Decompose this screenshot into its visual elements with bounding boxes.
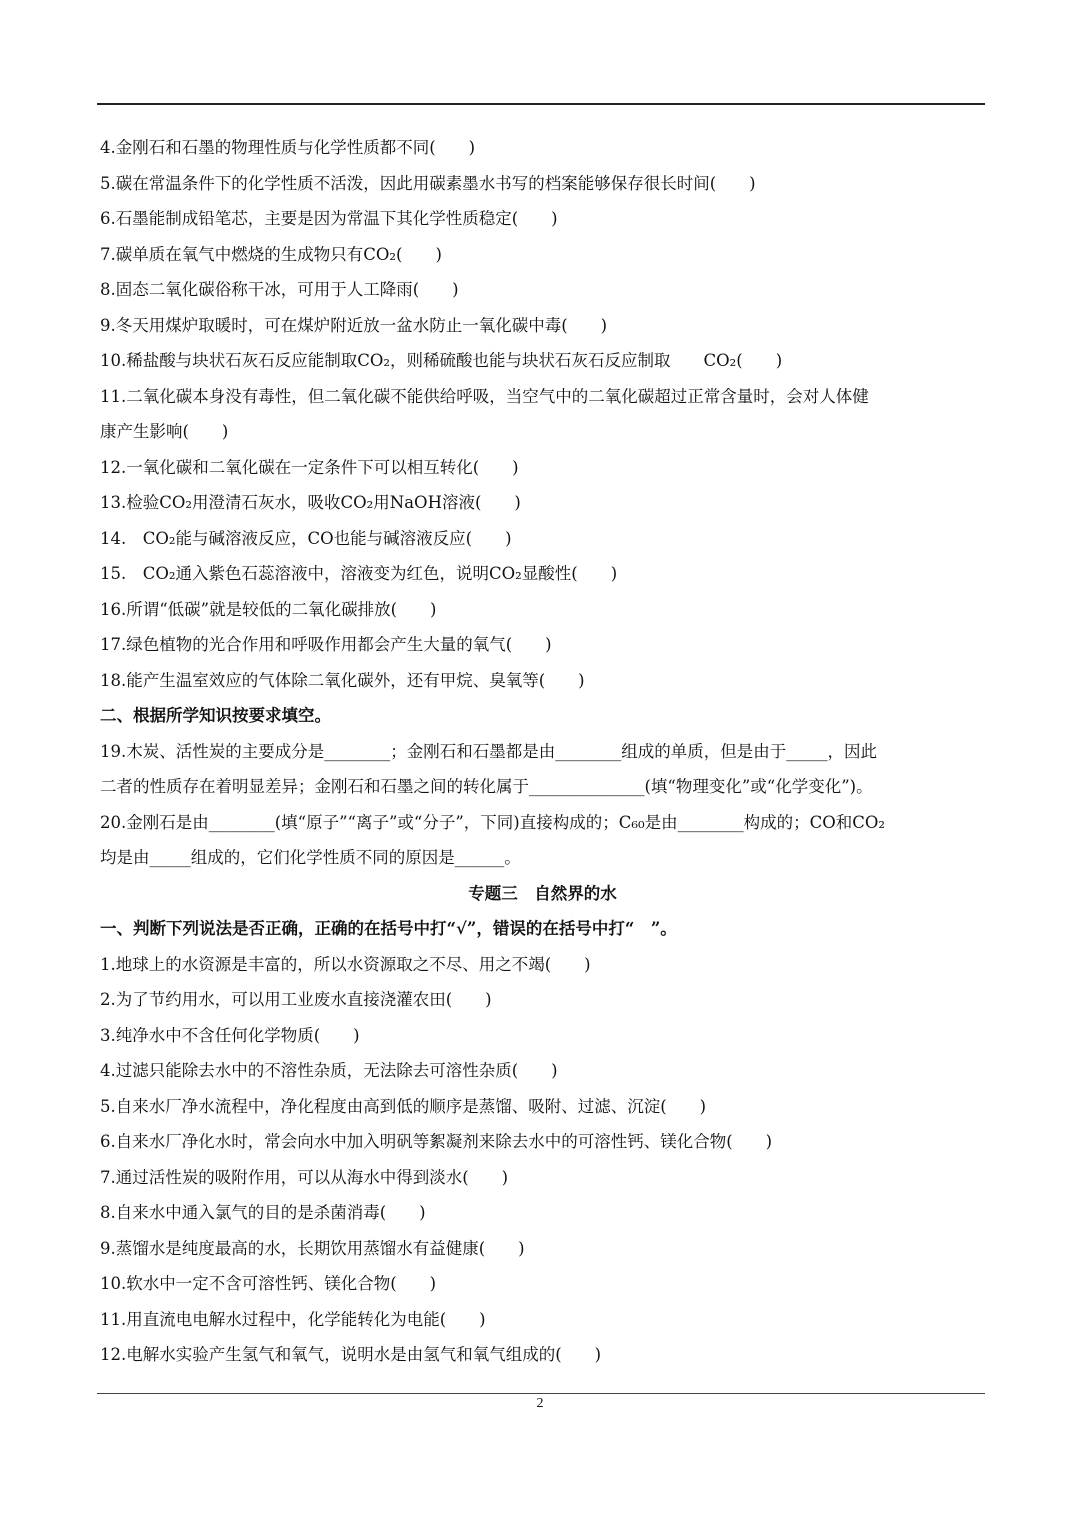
question-line: 11.用直流电电解水过程中，化学能转化为电能( ) (100, 1309, 486, 1329)
question-line: 10.稀盐酸与块状石灰石反应能制取CO₂，则稀硫酸也能与块状石灰石反应制取 CO₂( ) (100, 351, 783, 370)
question-line: 7.碳单质在氧气中燃烧的生成物只有CO₂( ) (100, 244, 442, 264)
question-line: 5.碳在常温条件下的化学性质不活泼，因此用碳素墨水书写的档案能够保存很长时间( ) (100, 173, 756, 193)
question-line: 20.金刚石是由________(填“原子”“离子”或“分子”，下同)直接构成的；C₆₀是由________构成的；CO和CO₂ (100, 812, 885, 832)
question-line: 5.自来水厂净水流程中，净化程度由高到低的顺序是蒸馏、吸附、过滤、沉淀( ) (100, 1096, 707, 1116)
question-line: 19.木炭、活性炭的主要成分是________；金刚石和石墨都是由________组成的单质，但是由于_____，因此 (100, 741, 877, 761)
page-number: 2 (536, 1396, 544, 1411)
header-rule (97, 103, 985, 105)
question-line: 8.自来水中通入氯气的目的是杀菌消毒( ) (100, 1203, 426, 1222)
question-line: 均是由_____组成的，它们化学性质不同的原因是______。 (100, 848, 521, 867)
section-heading-fill-in: 二、根据所学知识按要求填空。 (100, 706, 331, 725)
question-line: 7.通过活性炭的吸附作用，可以从海水中得到淡水( ) (100, 1167, 509, 1187)
question-line: 二者的性质存在着明显差异；金刚石和石墨之间的转化属于______________(填“物理变化”或“化学变化”)。 (100, 777, 873, 796)
question-line: 4.金刚石和石墨的物理性质与化学性质都不同( ) (100, 138, 476, 157)
question-line: 11.二氧化碳本身没有毒性，但二氧化碳不能供给呼吸，当空气中的二氧化碳超过正常含量时，会对人体健 (100, 386, 869, 406)
question-line: 康产生影响( ) (100, 422, 229, 441)
question-line: 3.纯净水中不含任何化学物质( ) (100, 1025, 360, 1045)
question-line: 13.检验CO₂用澄清石灰水，吸收CO₂用NaOH溶液( ) (100, 493, 521, 512)
worksheet-body (100, 130, 985, 1373)
question-line: 18.能产生温室效应的气体除二氧化碳外，还有甲烷、臭氧等( ) (100, 670, 585, 690)
question-list-carbon (100, 130, 985, 698)
question-line: 17.绿色植物的光合作用和呼吸作用都会产生大量的氧气( ) (100, 635, 552, 654)
question-line: 15. CO₂通入紫色石蕊溶液中，溶液变为红色，说明CO₂显酸性( ) (100, 564, 618, 583)
fill-in-questions (100, 734, 985, 876)
footer-rule (97, 1393, 985, 1394)
question-line: 12.一氧化碳和二氧化碳在一定条件下可以相互转化( ) (100, 457, 519, 477)
question-line: 2.为了节约用水，可以用工业废水直接浇灌农田( ) (100, 990, 492, 1009)
question-line: 9.冬天用煤炉取暖时，可在煤炉附近放一盆水防止一氧化碳中毒( ) (100, 315, 608, 335)
question-line: 8.固态二氧化碳俗称干冰，可用于人工降雨( ) (100, 280, 459, 299)
question-line: 16.所谓“低碳”就是较低的二氧化碳排放( ) (100, 599, 437, 619)
question-line: 6.石墨能制成铅笔芯，主要是因为常温下其化学性质稳定( ) (100, 209, 558, 228)
question-line: 6.自来水厂净化水时，常会向水中加入明矾等絮凝剂来除去水中的可溶性钙、镁化合物( ) (100, 1132, 773, 1151)
question-line: 10.软水中一定不含可溶性钙、镁化合物( ) (100, 1274, 437, 1293)
question-line: 14. CO₂能与碱溶液反应，CO也能与碱溶液反应( ) (100, 528, 512, 548)
question-list-water (100, 947, 985, 1373)
topic-title: 专题三 自然界的水 (468, 883, 617, 903)
question-line: 12.电解水实验产生氢气和氧气，说明水是由氢气和氧气组成的( ) (100, 1345, 602, 1364)
question-line: 9.蒸馏水是纯度最高的水，长期饮用蒸馏水有益健康( ) (100, 1238, 525, 1258)
section-heading-true-false: 一、判断下列说法是否正确，正确的在括号中打“√”，错误的在括号中打“ ”。 (100, 919, 677, 938)
question-line: 4.过滤只能除去水中的不溶性杂质，无法除去可溶性杂质( ) (100, 1061, 558, 1080)
question-line: 1.地球上的水资源是丰富的，所以水资源取之不尽、用之不竭( ) (100, 954, 591, 974)
